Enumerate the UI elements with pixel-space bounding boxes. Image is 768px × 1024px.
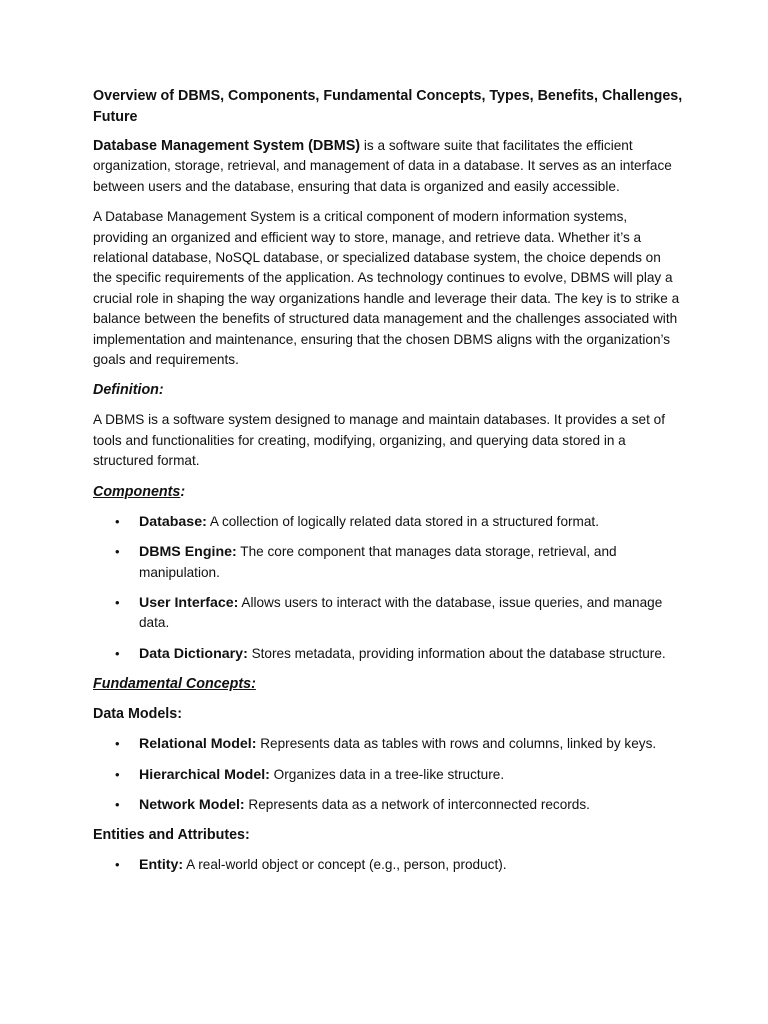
list-item	[93, 765, 683, 785]
entities-attributes-heading: Entities and Attributes:	[93, 827, 250, 844]
definition-paragraph: A DBMS is a software system designed to manage and maintain databases. It provides a set of tools and functionalities for creating, modifying, organizing, and querying data stored in a structured format.	[93, 412, 665, 469]
list-item-desc: Organizes data in a tree-like structure.	[269, 766, 505, 782]
intro-paragraph	[93, 136, 683, 197]
list-item-desc: The core component that manages data storage, retrieval, and manipulation.	[139, 544, 617, 580]
fundamental-concepts-heading: Fundamental Concepts:	[93, 676, 256, 693]
bullet-icon: •	[115, 645, 120, 661]
bullet-icon: •	[115, 796, 120, 812]
list-item-term: Relational Model:	[139, 736, 257, 753]
list-item-term: Data Dictionary:	[139, 645, 248, 662]
document-title: Overview of DBMS, Components, Fundamental Concepts, Types, Benefits, Challenges, Future	[93, 88, 683, 125]
list-item-desc: Stores metadata, providing information about the database structure.	[247, 645, 666, 661]
document-page	[93, 86, 683, 886]
bullet-icon: •	[115, 594, 120, 610]
list-item	[93, 644, 683, 664]
list-item-term: Hierarchical Model:	[139, 766, 270, 783]
intro-lead-term: Database Management System (DBMS)	[93, 138, 361, 154]
bullet-icon: •	[115, 857, 120, 873]
list-item	[93, 593, 683, 634]
list-item	[93, 855, 683, 875]
list-item-term: Entity:	[139, 857, 184, 874]
list-item-term: Database:	[139, 513, 207, 530]
entities-list	[93, 855, 683, 875]
bullet-icon: •	[115, 513, 120, 529]
overview-paragraph: A Database Management System is a critical component of modern information systems, providing an organized and efficient way to store, manage, and retrieve data. Whether it’s a relational database, NoSQL database, or specialized database system, the choice depends on the specific requirements of the application. As technology continues to evolve, DBMS will play a crucial role in shaping the way organizations handle and leverage their data. The key is to strike a balance between the benefits of structured data management and the challenges associated with implementation and maintenance, ensuring that the chosen DBMS aligns with the organization’s goals and requirements.	[93, 209, 680, 368]
list-item-term: User Interface:	[139, 594, 239, 611]
definition-heading: Definition:	[93, 382, 164, 399]
list-item-desc: A real-world object or concept (e.g., person, product).	[183, 857, 507, 873]
list-item	[93, 512, 683, 532]
list-item-desc: Represents data as a network of interconnected records.	[244, 796, 590, 812]
components-heading-colon: :	[180, 483, 186, 500]
bullet-icon: •	[115, 544, 120, 560]
list-item	[93, 734, 683, 754]
list-item	[93, 542, 683, 583]
list-item-desc: Represents data as tables with rows and columns, linked by keys.	[256, 736, 657, 752]
list-item-desc: A collection of logically related data stored in a structured format.	[206, 513, 599, 529]
components-list	[93, 512, 683, 664]
list-item-term: Network Model:	[139, 796, 245, 813]
bullet-icon: •	[115, 766, 120, 782]
components-heading-text: Components	[93, 483, 181, 500]
list-item	[93, 795, 683, 815]
bullet-icon: •	[115, 736, 120, 752]
list-item-desc: Allows users to interact with the database, issue queries, and manage data.	[139, 594, 663, 631]
data-models-list	[93, 734, 683, 815]
intro-text: is a software suite that facilitates the efficient organization, storage, retrieval, and management of data in a database. It serves as an interface between users and the database, ensuring that data is organized and easily accessible.	[93, 138, 672, 194]
data-models-heading: Data Models:	[93, 706, 182, 723]
components-heading	[93, 482, 683, 502]
list-item-term: DBMS Engine:	[139, 544, 237, 561]
